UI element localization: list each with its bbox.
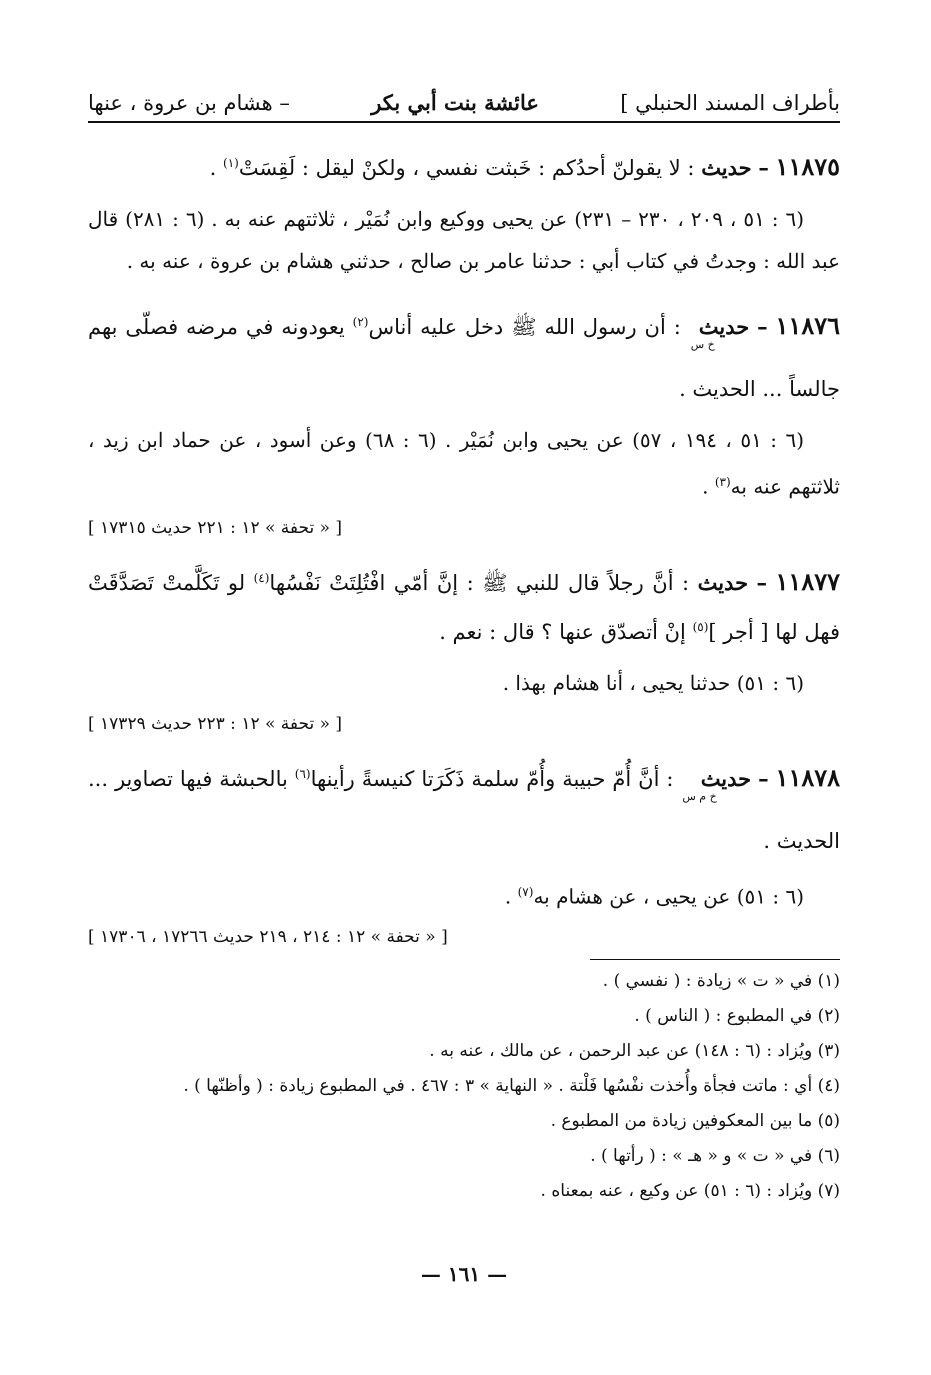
tuhfa-reference: [ « تحفة » ١٢ : ٢٢١ حديث ١٧٣١٥ ] [88, 517, 343, 538]
hadith-text-end: بالحبشة فيها تصاوير ... الحديث . [88, 766, 840, 853]
footnote-ref: (٢) [352, 315, 369, 329]
footnote-ref: (٤) [253, 570, 270, 585]
footnote: (٢) في المطبوع : ( الناس ) . [634, 1006, 840, 1027]
footnote-divider [590, 959, 840, 960]
page-number: — ١٦١ — [420, 1262, 508, 1286]
header-section-title: – هشام بن عروة ، عنها [88, 91, 290, 115]
hadith-text-mid: لو تَكَلَّمتْ تَصَدَّقَتْ فهل لها [ أجر ] [88, 570, 840, 644]
hadith-text-end: إنْ أتصدّق عنها ؟ قال : نعم . [439, 619, 686, 644]
hadith-keyword: حديث [697, 569, 749, 595]
footnote: (٧) ويُزاد : (٦ : ٥١) عن وكيع ، عنه بمعناه . [540, 1181, 840, 1202]
tuhfa-reference: [ « تحفة » ١٢ : ٢١٤ ، ٢١٩ حديث ١٧٢٦٦ ، ١٧٣٠٦ ] [88, 927, 448, 948]
hadith-entry: ١١٨٧٥ – حديث : لا يقولنّ أحدُكم : خَبثت نفسي ، ولكنْ ليقل : لَقِسَتْ$^{(١)}$ . [209, 152, 840, 181]
footnote-ref: (٣) [714, 475, 731, 489]
running-header [88, 90, 840, 123]
hadith-keyword: حديث [700, 765, 752, 791]
hadith-text-end: يعودونه في مرضه فصلّى بهم جالساً ... الحديث . [88, 315, 840, 401]
footnote-ref: (٦) [294, 766, 311, 781]
hadith-source: (٦ : ٥١ ، ١٩٤ ، ٥٧) عن يحيى وابن نُمَيْر . (٦ : ٦٨) وعن أسود ، عن حماد ابن زيد ، ثلاثتهم عنه به$^{(٣)}$ . [88, 428, 840, 499]
hadith-text: : أن رسول الله ﷺ دخل عليه أناس [368, 315, 681, 339]
hadith-entry: ١١٨٧٧ – حديث : أنَّ رجلاً قال للنبي ﷺ : إنَّ أمّي افْتُلِتَتْ نَفْسُها$^{(٤)}$ لو تَكَلَّمتْ تَصَدَّقَتْ فهل لها [ أجر ]$^{(٥)}$ إنْ أتصدّق عنها ؟ قال : نعم . [88, 566, 840, 644]
hadith-text: : لا يقولنّ أحدُكم : خَبثت نفسي ، ولكنْ ليقل : لَقِسَتْ [238, 156, 695, 180]
footnote-ref: (٧) [517, 884, 534, 899]
tuhfa-reference: [ « تحفة » ١٢ : ٢٢٣ حديث ١٧٣٢٩ ] [88, 713, 343, 734]
hadith-number: ١١٨٧٦ [775, 311, 840, 340]
collection-marks: خ س [690, 338, 715, 351]
collection-marks: خ م س [682, 789, 717, 803]
footnotes-section [88, 959, 840, 1209]
footnote: (٤) أي : ماتت فجأة وأُخذت نفْسُها فَلْتة . « النهاية » ٣ : ٤٦٧ . في المطبوع زيادة : ( وأظنّها ) . [183, 1076, 840, 1097]
footnote: (٥) ما بين المعكوفين زيادة من المطبوع . [550, 1111, 840, 1132]
hadith-text-end: . [209, 156, 217, 180]
footnotes-list [88, 964, 840, 1209]
hadith-text: : أنَّ أُمّ حبيبة وأُمّ سلمة ذَكَرَتا كنيسةً رأينها [310, 766, 674, 791]
hadith-text: : أنَّ رجلاً قال للنبي ﷺ : إنَّ أمّي افْتُلِتَتْ نَفْسُها [269, 570, 690, 595]
hadith-number: ١١٨٧٧ [775, 566, 840, 596]
hadith-source: (٦ : ٥١) حدثنا يحيى ، أنا هشام بهذا . [502, 670, 804, 695]
hadith-entry: ١١٨٧٨ – حديثخ م س : أنَّ أُمّ حبيبة وأُمّ سلمة ذَكَرَتا كنيسةً رأينها$^{(٦)}$ بالحبشة فيها تصاوير ... الحديث . [88, 762, 840, 853]
hadith-keyword: حديث [701, 155, 752, 180]
footnote-ref: (١) [223, 156, 239, 170]
footnote: (٣) ويُزاد : (٦ : ١٤٨) عن عبد الرحمن ، عن مالك ، عنه به . [429, 1041, 840, 1062]
footnote: (١) في « ت » زيادة : ( نفسي ) . [602, 971, 840, 992]
header-book-title: بأطراف المسند الحنبلي ] [620, 91, 840, 115]
book-page [88, 90, 840, 1290]
header-chapter-title: عائشة بنت أبي بكر [371, 90, 539, 115]
hadith-number: ١١٨٧٨ [775, 762, 840, 792]
hadith-source: (٦ : ٥١ ، ٢٠٩ ، ٢٣٠ – ٢٣١) عن يحيى ووكيع وابن نُمَيْر ، ثلاثتهم عنه به . (٦ : ٢٨١) قال عبد الله : وجدتُ في كتاب أبي : حدثنا عامر بن صالح ، حدثني هشام بن عروة ، عنه به . [88, 207, 840, 273]
hadith-entry: ١١٨٧٦ – حديثخ س : أن رسول الله ﷺ دخل عليه أناس$^{(٢)}$ يعودونه في مرضه فصلّى بهم جالساً ... الحديث . [88, 311, 840, 401]
hadith-source: (٦ : ٥١) عن يحيى ، عن هشام به$^{(٧)}$ . [504, 884, 804, 909]
hadith-number: ١١٨٧٥ [775, 152, 840, 181]
footnote-ref: (٥) [692, 619, 709, 634]
footnote: (٦) في « ت » و « هـ » : ( رأتها ) . [590, 1146, 840, 1167]
hadith-keyword: حديث [698, 314, 750, 339]
